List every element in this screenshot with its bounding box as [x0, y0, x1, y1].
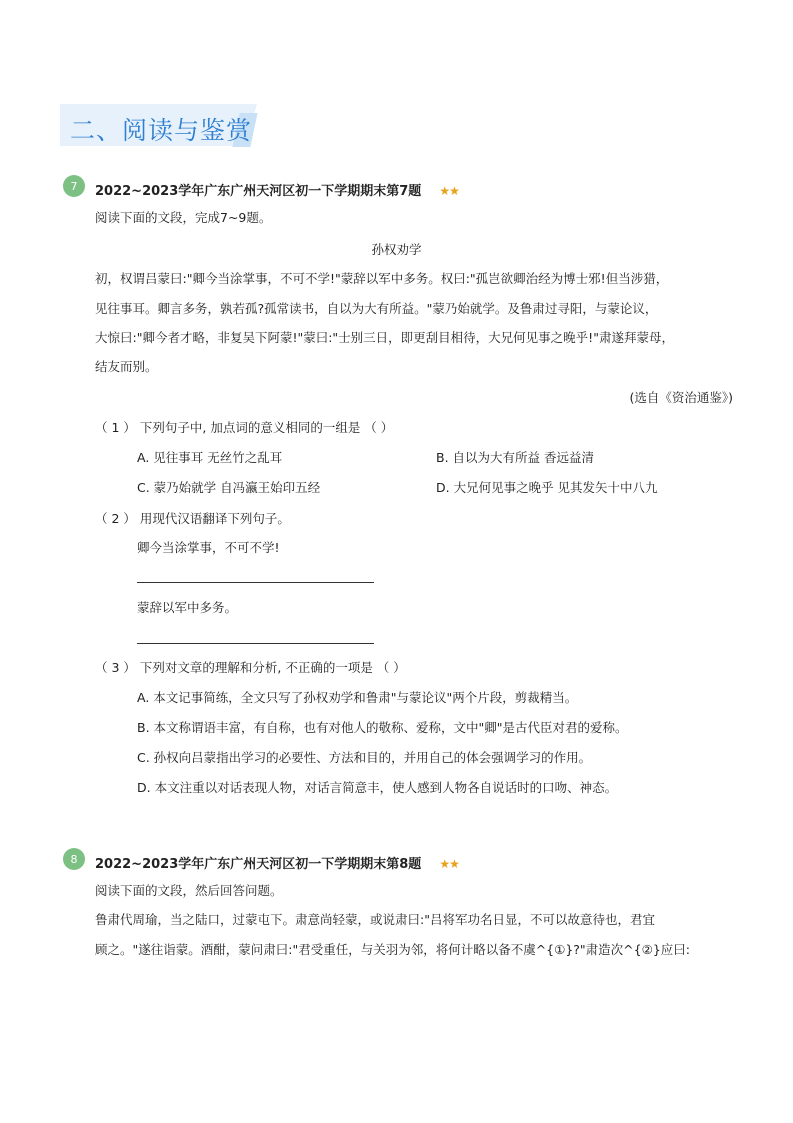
question-source-title: 2022~2023学年广东广州天河区初一下学期期末第7题 — [95, 184, 422, 199]
question-intro: 阅读下面的文段，然后回答问题。 — [95, 883, 283, 898]
answer-line-1[interactable] — [137, 582, 374, 583]
question-number-badge: 7 — [63, 175, 85, 197]
translate-sentence-1: 卿今当涂掌事，不可不学! — [137, 540, 280, 555]
passage-line: 大惊曰:"卿今者才略，非复吴下阿蒙!"蒙曰:"士别三日，即更刮目相待，大兄何见事之晚乎!"肃遂拜蒙母， — [95, 330, 674, 345]
option-a: A. 见往事耳 无丝竹之乱耳 — [137, 450, 283, 465]
question-header — [95, 853, 459, 872]
option-c: C. 蒙乃始就学 自冯瀛王始印五经 — [137, 480, 321, 495]
sub-question-1-stem: （ 1 ） 下列句子中, 加点词的意义相同的一组是 （ ） — [95, 420, 394, 435]
difficulty-stars: ★★ — [439, 857, 459, 871]
question-intro: 阅读下面的文段，完成7~9题。 — [95, 210, 272, 225]
translate-sentence-2: 蒙辞以军中多务。 — [137, 600, 238, 615]
difficulty-stars: ★★ — [439, 184, 459, 198]
question-source-title: 2022~2023学年广东广州天河区初一下学期期末第8题 — [95, 857, 422, 872]
passage-line: 初，权谓吕蒙曰:"卿今当涂掌事，不可不学!"蒙辞以军中多务。权曰:"孤岂欲卿治经为博士邪!但当涉猎， — [95, 271, 669, 286]
option-b: B. 自以为大有所益 香远益清 — [436, 450, 594, 465]
passage-line: 顾之。"遂往诣蒙。酒酣，蒙问肃曰:"君受重任，与关羽为邻，将何计略以备不虞^{①}?"肃造次^{②}应曰: — [95, 942, 690, 957]
option-c: C. 孙权向吕蒙指出学习的必要性、方法和目的，并用自己的体会强调学习的作用。 — [137, 750, 592, 765]
question-header — [95, 180, 459, 199]
section-title: 二、阅读与鉴赏 — [70, 116, 253, 145]
question-number-badge: 8 — [63, 848, 85, 870]
sub-question-2-stem: （ 2 ） 用现代汉语翻译下列句子。 — [95, 511, 290, 526]
passage-line: 见往事耳。卿言多务，孰若孤?孤常读书，自以为大有所益。"蒙乃始就学。及鲁肃过寻阳，与蒙论议， — [95, 301, 658, 316]
passage-line: 结友而别。 — [95, 359, 158, 374]
option-d: D. 本文注重以对话表现人物，对话言简意丰，使人感到人物各自说话时的口吻、神态。 — [137, 780, 618, 795]
passage-line: 鲁肃代周瑜，当之陆口，过蒙屯下。肃意尚轻蒙，或说肃曰:"吕将军功名日显，不可以故意待也，君宜 — [95, 912, 655, 927]
passage-title: 孙权劝学 — [371, 242, 422, 257]
sub-question-3-stem: （ 3 ） 下列对文章的理解和分析, 不正确的一项是 （ ） — [95, 660, 406, 675]
option-b: B. 本文称谓语丰富，有自称，也有对他人的敬称、爱称，文中"卿"是古代臣对君的爱称。 — [137, 720, 628, 735]
answer-line-2[interactable] — [137, 643, 374, 644]
option-a: A. 本文记事简练，全文只写了孙权劝学和鲁肃"与蒙论议"两个片段，剪裁精当。 — [137, 690, 578, 705]
option-d: D. 大兄何见事之晚乎 见其发矢十中八九 — [436, 480, 658, 495]
passage-source: (选自《资治通鉴》) — [629, 390, 733, 405]
